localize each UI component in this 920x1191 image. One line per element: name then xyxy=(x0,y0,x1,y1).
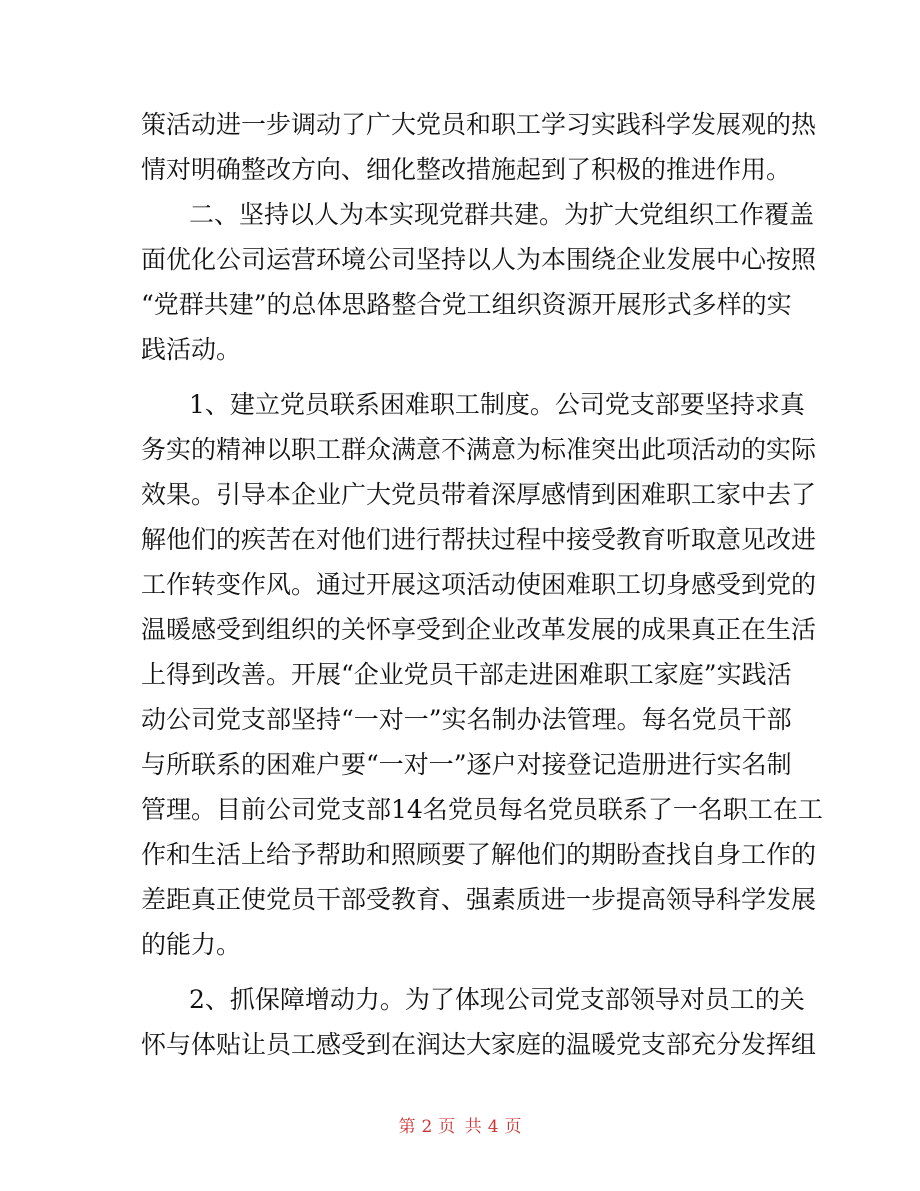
text-line: 解他们的疾苦在对他们进行帮扶过程中接受教育听取意见改进 xyxy=(141,525,817,554)
text-line: 1、建立党员联系困难职工制度。公司党支部要坚持求真 xyxy=(189,390,805,419)
footer-suffix: 页 xyxy=(504,1117,522,1137)
text-line: 务实的精神以职工群众满意不满意为标准突出此项活动的实际 xyxy=(141,435,817,464)
page-footer xyxy=(0,1115,920,1139)
footer-middle: 页 共 xyxy=(438,1117,482,1137)
text-line: 差距真正使党员干部受教育、强素质进一步提高领导科学发展 xyxy=(141,885,817,914)
text-line: 工作转变作风。通过开展这项活动使困难职工切身感受到党的 xyxy=(141,570,817,599)
text-line: 2、抓保障增动力。为了体现公司党支部领导对员工的关 xyxy=(189,985,805,1014)
text-line: “党群共建”的总体思路整合党工组织资源开展形式多样的实 xyxy=(141,290,792,319)
text-line: 上得到改善。开展“企业党员干部走进困难职工家庭”实践活 xyxy=(141,660,792,689)
text-line: 的能力。 xyxy=(141,930,242,959)
text-line: 践活动。 xyxy=(141,335,242,364)
text-line: 情对明确整改方向、细化整改措施起到了积极的推进作用。 xyxy=(141,155,792,184)
text-line: 二、坚持以人为本实现党群共建。为扩大党组织工作覆盖 xyxy=(189,200,815,229)
text-line: 管理。目前公司党支部14名党员每名党员联系了一名职工在工 xyxy=(141,795,823,824)
footer-prefix: 第 xyxy=(398,1117,416,1137)
text-line: 怀与体贴让员工感受到在润达大家庭的温暖党支部充分发挥组 xyxy=(141,1030,817,1059)
text-line: 效果。引导本企业广大党员带着深厚感情到困难职工家中去了 xyxy=(141,480,817,509)
text-line: 与所联系的困难户要“一对一”逐户对接登记造册进行实名制 xyxy=(141,750,792,779)
text-line: 动公司党支部坚持“一对一”实名制办法管理。每名党员干部 xyxy=(141,705,792,734)
footer-total-pages: 4 xyxy=(487,1117,499,1137)
footer-page-number: 2 xyxy=(421,1117,433,1137)
text-line: 面优化公司运营环境公司坚持以人为本围绕企业发展中心按照 xyxy=(141,245,817,274)
text-line: 策活动进一步调动了广大党员和职工学习实践科学发展观的热 xyxy=(141,110,817,139)
text-line: 温暖感受到组织的关怀享受到企业改革发展的成果真正在生活 xyxy=(141,615,817,644)
text-line: 作和生活上给予帮助和照顾要了解他们的期盼查找自身工作的 xyxy=(141,840,817,869)
